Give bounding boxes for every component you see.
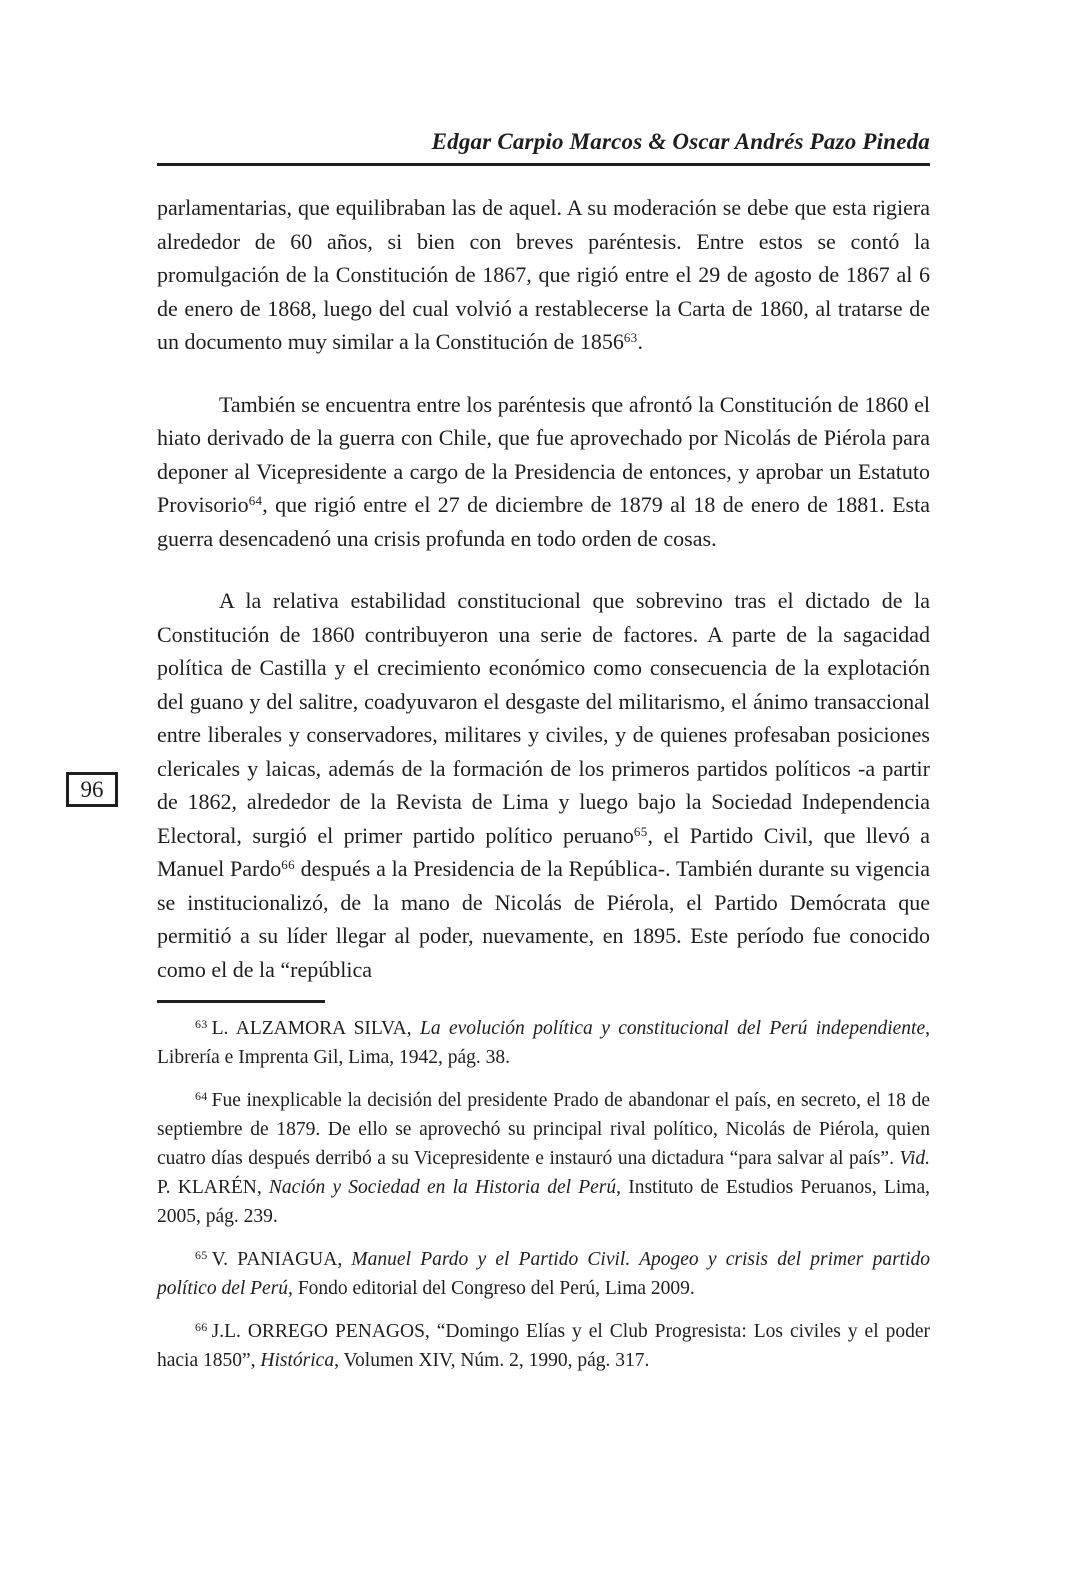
footnote-65 [157,1245,930,1303]
footnotes-section [157,1014,930,1375]
paragraph-text: También se encuentra entre los paréntesis que afrontó la Constitución de 1860 el hiato derivado de la guerra con Chile, que fue aprovechado por Nicolás de Piérola para deponer al Vicepresidente a cargo de la Presidencia de entonces, y aprobar un Estatuto Provisorio [157,391,930,517]
page-content [157,128,930,1375]
page-number: 96 [80,777,104,802]
paragraph [157,191,930,359]
footnote-marker: 63 [195,1017,208,1031]
footnote-reference: 65 [633,823,648,839]
footnote-text: Fue inexplicable la decisión del presidente Prado de abandonar el país, en secreto, el 18 de septiembre de 1879. De ello se aprovechó su principal rival político, Nicolás de Piérola, quien cuatro días después derribó a su Vicepresidente e instauró una dictadura “para salvar al país”. [157,1090,930,1169]
footnote-text: V. PANIAGUA, [211,1249,352,1270]
paragraph-text: parlamentarias, que equilibraban las de aquel. A su moderación se debe que esta rigiera alrededor de 60 años, si bien con breves paréntesis. Entre estos se contó la promulgación de la Constitución de 1867, que rigió entre el 29 de agosto de 1867 al 6 de enero de 1868, luego del cual volvió a restablecerse la Carta de 1860, al tratarse de un documento muy similar a la Constitución de 1856 [157,195,930,354]
footnote-title-italic: Manuel Pardo y el Partido Civil. Apogeo y crisis del primer partido político del Perú, [157,1249,930,1299]
running-header-authors: Edgar Carpio Marcos & Oscar Andrés Pazo Pineda [431,129,930,154]
footnote-text: , Volumen XIV, Núm. 2, 1990, pág. 317. [334,1350,650,1371]
footnote-text: , Librería e Imprenta Gil, Lima, 1942, pág. 38. [157,1018,930,1068]
footnote-text: P. KLARÉN, [157,1177,269,1198]
footnote-reference: 64 [248,493,263,508]
header-rule [157,163,930,166]
footnote-reference: 66 [281,857,295,872]
footnote-63 [157,1014,930,1072]
footnote-text: L. ALZAMORA SILVA, [211,1018,420,1039]
footnote-title-italic: La evolución política y constitucional del Perú independiente [419,1018,926,1039]
running-header [157,128,930,156]
paragraph-text: A la relativa estabilidad constitucional que sobrevino tras el dictado de la Constitución de 1860 contribuyeron una serie de factores. A parte de la sagacidad política de Castilla y el crecimiento económico como consecuencia de la explotación del guano y del salitre, coadyuvaron el desgaste del militarismo, el ánimo transaccional entre liberales y conservadores, militares y civiles, y de quienes profesaban posiciones clericales y laicas, además de la formación de los primeros partidos políticos -a partir de 1862, alrededor de la Revista de Lima y luego bajo la Sociedad Independencia Electoral, surgió el primer partido político peruano [157,588,930,848]
footnote-text: , Instituto de Estudios Peruanos, Lima, 2005, pág. 239. [157,1177,930,1227]
footnote-64 [157,1086,930,1231]
paragraph-text: , que rigió entre el 27 de diciembre de 1879 al 18 de enero de 1881. Esta guerra desencadenó una crisis profunda en todo orden de cosas. [157,492,930,551]
footnote-title-italic: Histórica [260,1350,335,1371]
paragraph [157,584,930,986]
footnote-text: J.L. ORREGO PENAGOS, “Domingo Elías y el Club Progresista: Los civiles y el poder hacia 1850”, [157,1321,930,1371]
paragraph [157,388,930,556]
footnote-separator-rule [157,1000,325,1003]
footnote-marker: 64 [195,1089,208,1103]
page-number-box [66,772,118,807]
footnote-vid-italic: Vid. [899,1148,930,1169]
footnote-66 [157,1317,930,1375]
footnote-title-italic: Nación y Sociedad en la Historia del Perú [268,1177,617,1198]
paragraph-text: . [637,329,643,354]
paragraph-text: después a la Presidencia de la República-. También durante su vigencia se institucionalizó, de la mano de Nicolás de Piérola, el Partido Demócrata que permitió a su líder llegar al poder, nuevamente, en 1895. Este período fue conocido como el de la “república [157,856,930,982]
footnote-text: Fondo editorial del Congreso del Perú, Lima 2009. [292,1278,695,1299]
paragraph-text: , el Partido Civil, que llevó a Manuel Pardo [157,822,930,881]
footnote-marker: 66 [195,1320,208,1334]
footnote-reference: 63 [623,330,638,345]
footnote-marker: 65 [195,1248,208,1262]
body-text [157,191,930,986]
